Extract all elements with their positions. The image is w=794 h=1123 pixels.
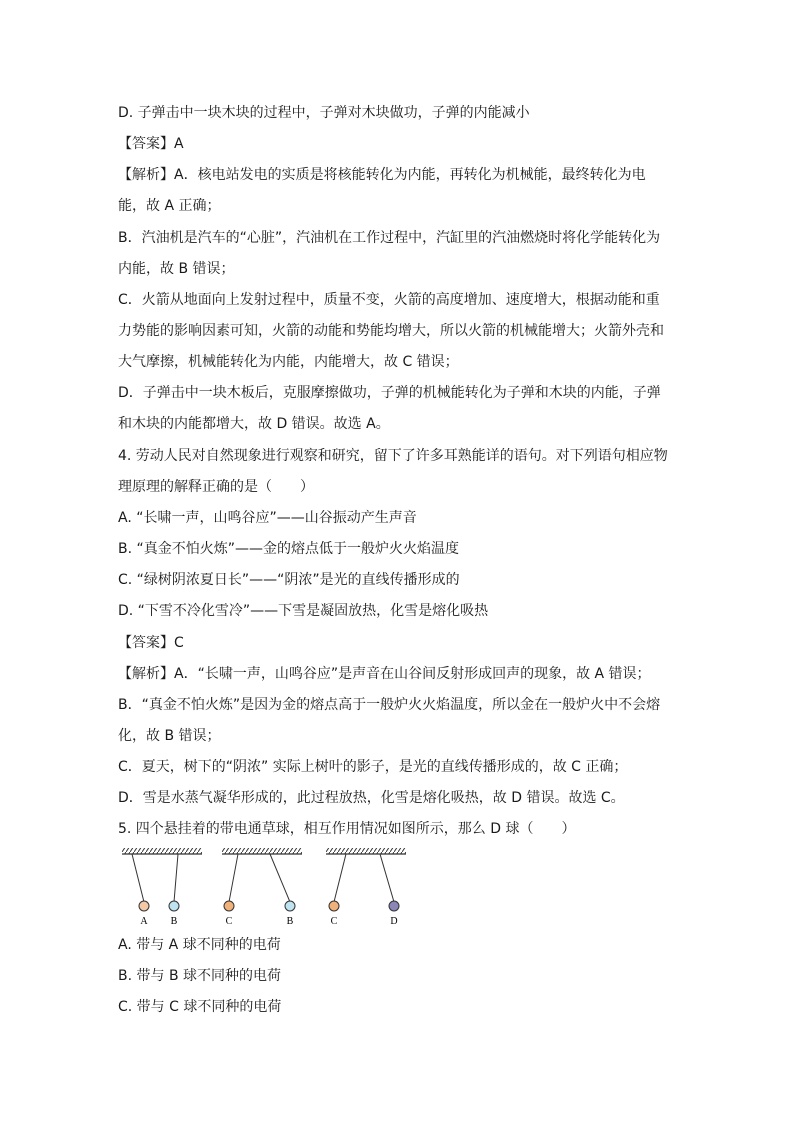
option-b-q4: B. “真金不怕火炼”——金的熔点低于一般炉火火焰温度 [118,541,460,557]
ceiling-1 [122,848,202,854]
analysis-d-q3-cont: 和木块的内能都增大，故 D 错误。故选 A。 [118,416,390,432]
label-a: A [140,916,148,927]
pair-c-d [326,848,406,927]
ball-a [139,901,149,911]
thread-c [229,854,238,902]
analysis-c-q4: C．夏天，树下的“阴浓” 实际上树叶的影子，是光的直线传播形成的，故 C 正确； [118,759,628,775]
analysis-c-q3-cont1: 力势能的影响因素可知，火箭的动能和势能均增大，所以火箭的机械能增大；火箭外壳和 [118,323,664,339]
option-c-q5: C. 带与 C 球不同种的电荷 [118,999,282,1015]
analysis-a-q3-cont: 能，故 A 正确； [118,198,221,214]
label-d: D [390,916,398,927]
label-c: C [225,916,233,927]
analysis-d-q4: D．雪是水蒸气凝华形成的，此过程放热，化雪是熔化吸热，故 D 错误。故选 C。 [118,790,625,806]
answer-q4: 【答案】C [118,635,184,651]
label-b2: B [286,916,294,927]
ball-b2 [285,901,295,911]
question-5-stem: 5. 四个悬挂着的带电通草球，相互作用情况如图所示，那么 D 球（ ） [118,821,576,837]
analysis-a-q4: 【解析】A．“长啸一声，山鸣谷应”是声音在山谷间反射形成回声的现象，故 A 错误； [118,666,651,682]
option-b-q5: B. 带与 B 球不同种的电荷 [118,968,282,984]
label-c2: C [330,916,338,927]
thread-a [132,854,144,902]
ball-d [389,901,399,911]
pair-c-b [222,848,302,927]
ceiling-2 [222,848,302,854]
option-d-q3: D. 子弹击中一块木块的过程中，子弹对木块做功，子弹的内能减小 [118,105,530,121]
option-a-q4: A. “长啸一声，山鸣谷应”——山谷振动产生声音 [118,510,417,526]
thread-d [380,854,394,902]
ceiling-3 [326,848,406,854]
analysis-c-q3: C．火箭从地面向上发射过程中，质量不变，火箭的高度增加、速度增大，根据动能和重 [118,292,660,308]
label-b: B [170,916,178,927]
option-c-q4: C. “绿树阴浓夏日长”——“阴浓”是光的直线传播形成的 [118,572,460,588]
ball-b [169,901,179,911]
ball-c [224,901,234,911]
thread-b2 [270,854,290,902]
analysis-b-q3: B．汽油机是汽车的“心脏”，汽油机在工作过程中，汽缸里的汽油燃烧时将化学能转化为 [118,230,661,246]
analysis-b-q4: B．“真金不怕火炼”是因为金的熔点高于一般炉火火焰温度，所以金在一般炉火中不会熔 [118,697,661,713]
option-a-q5: A. 带与 A 球不同种的电荷 [118,937,281,953]
analysis-b-q4-cont: 化，故 B 错误； [118,728,221,744]
pair-a-b [122,848,202,927]
analysis-d-q3: D．子弹击中一块木板后，克服摩擦做功，子弹的机械能转化为子弹和木块的内能，子弹 [118,385,661,401]
thread-b [174,854,178,902]
question-4-stem-cont: 理原理的解释正确的是（ ） [118,479,314,495]
charged-balls-figure [118,846,418,932]
ball-c2 [329,901,339,911]
analysis-c-q3-cont2: 大气摩擦，机械能转化为内能，内能增大，故 C 错误； [118,354,459,370]
answer-q3: 【答案】A [118,136,184,152]
analysis-b-q3-cont: 内能，故 B 错误； [118,261,235,277]
option-d-q4: D. “下雪不冷化雪冷”——下雪是凝固放热，化雪是熔化吸热 [118,603,489,619]
question-4-stem: 4. 劳动人民对自然现象进行观察和研究，留下了许多耳熟能详的语句。对下列语句相应物 [118,448,668,464]
analysis-a-q3: 【解析】A．核电站发电的实质是将核能转化为内能，再转化为机械能，最终转化为电 [118,167,646,183]
thread-c2 [334,854,346,902]
